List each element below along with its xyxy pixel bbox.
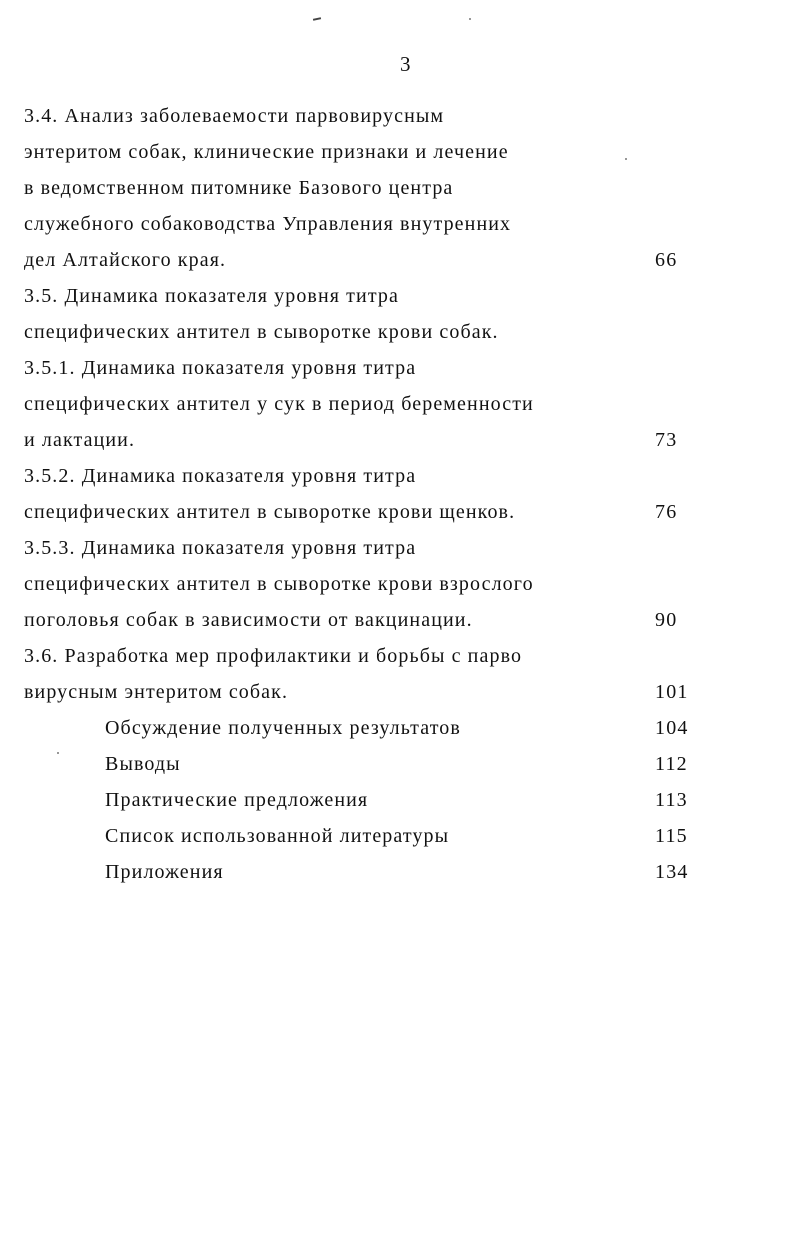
toc-entry-3-5-1-line-1: 3.5.1. Динамика показателя уровня титра (24, 357, 417, 379)
toc-entry-3-6-page: 101 (655, 681, 689, 703)
toc-entry-discussion: Обсуждение полученных результатов (105, 717, 461, 739)
toc-entry-3-4-line-2: энтеритом собак, клинические признаки и лечение (24, 141, 509, 163)
toc-entry-appendices: Приложения (105, 861, 224, 883)
toc-entry-3-5-2-page: 76 (655, 501, 678, 523)
toc-entry-3-5-3-page: 90 (655, 609, 678, 631)
toc-entry-3-4-line-4: служебного собаководства Управления внутренних (24, 213, 512, 235)
scan-artifact (625, 158, 627, 160)
toc-entry-conclusions-page: 112 (655, 753, 688, 775)
toc-entry-3-5-1-page: 73 (655, 429, 678, 451)
toc-entry-conclusions: Выводы (105, 753, 181, 775)
toc-entry-3-6-line-2: вирусным энтеритом собак. (24, 681, 289, 703)
scan-artifact (57, 752, 59, 754)
toc-entry-appendices-page: 134 (655, 861, 689, 883)
toc-entry-3-5-3-line-2: специфических антител в сыворотке крови взрослого (24, 573, 534, 595)
toc-entry-references-page: 115 (655, 825, 688, 847)
toc-entry-practical: Практические предложения (105, 789, 369, 811)
toc-entry-3-5-line-2: специфических антител в сыворотке крови собак. (24, 321, 499, 343)
toc-entry-3-4-page: 66 (655, 249, 678, 271)
toc-entry-3-4-line-3: в ведомственном питомнике Базового центра (24, 177, 454, 199)
toc-entry-practical-page: 113 (655, 789, 688, 811)
toc-entry-3-5-2-line-1: 3.5.2. Динамика показателя уровня титра (24, 465, 417, 487)
toc-entry-3-4-line-5: дел Алтайского края. (24, 249, 227, 271)
toc-entry-3-6-line-1: 3.6. Разработка мер профилактики и борьбы с парво (24, 645, 523, 667)
toc-entry-3-5-line-1: 3.5. Динамика показателя уровня титра (24, 285, 399, 307)
toc-entry-3-5-3-line-3: поголовья собак в зависимости от вакцинации. (24, 609, 473, 631)
toc-entry-3-5-1-line-3: и лактации. (24, 429, 136, 451)
scan-artifact (313, 17, 321, 21)
toc-entry-3-5-1-line-2: специфических антител у сук в период беременности (24, 393, 534, 415)
page-number: 3 (400, 52, 412, 76)
scan-artifact (469, 18, 471, 20)
toc-entry-references: Список использованной литературы (105, 825, 450, 847)
toc-entry-3-5-3-line-1: 3.5.3. Динамика показателя уровня титра (24, 537, 417, 559)
toc-entry-3-4-line-1: 3.4. Анализ заболеваемости парвовирусным (24, 105, 445, 127)
toc-entry-discussion-page: 104 (655, 717, 689, 739)
toc-entry-3-5-2-line-2: специфических антител в сыворотке крови щенков. (24, 501, 516, 523)
